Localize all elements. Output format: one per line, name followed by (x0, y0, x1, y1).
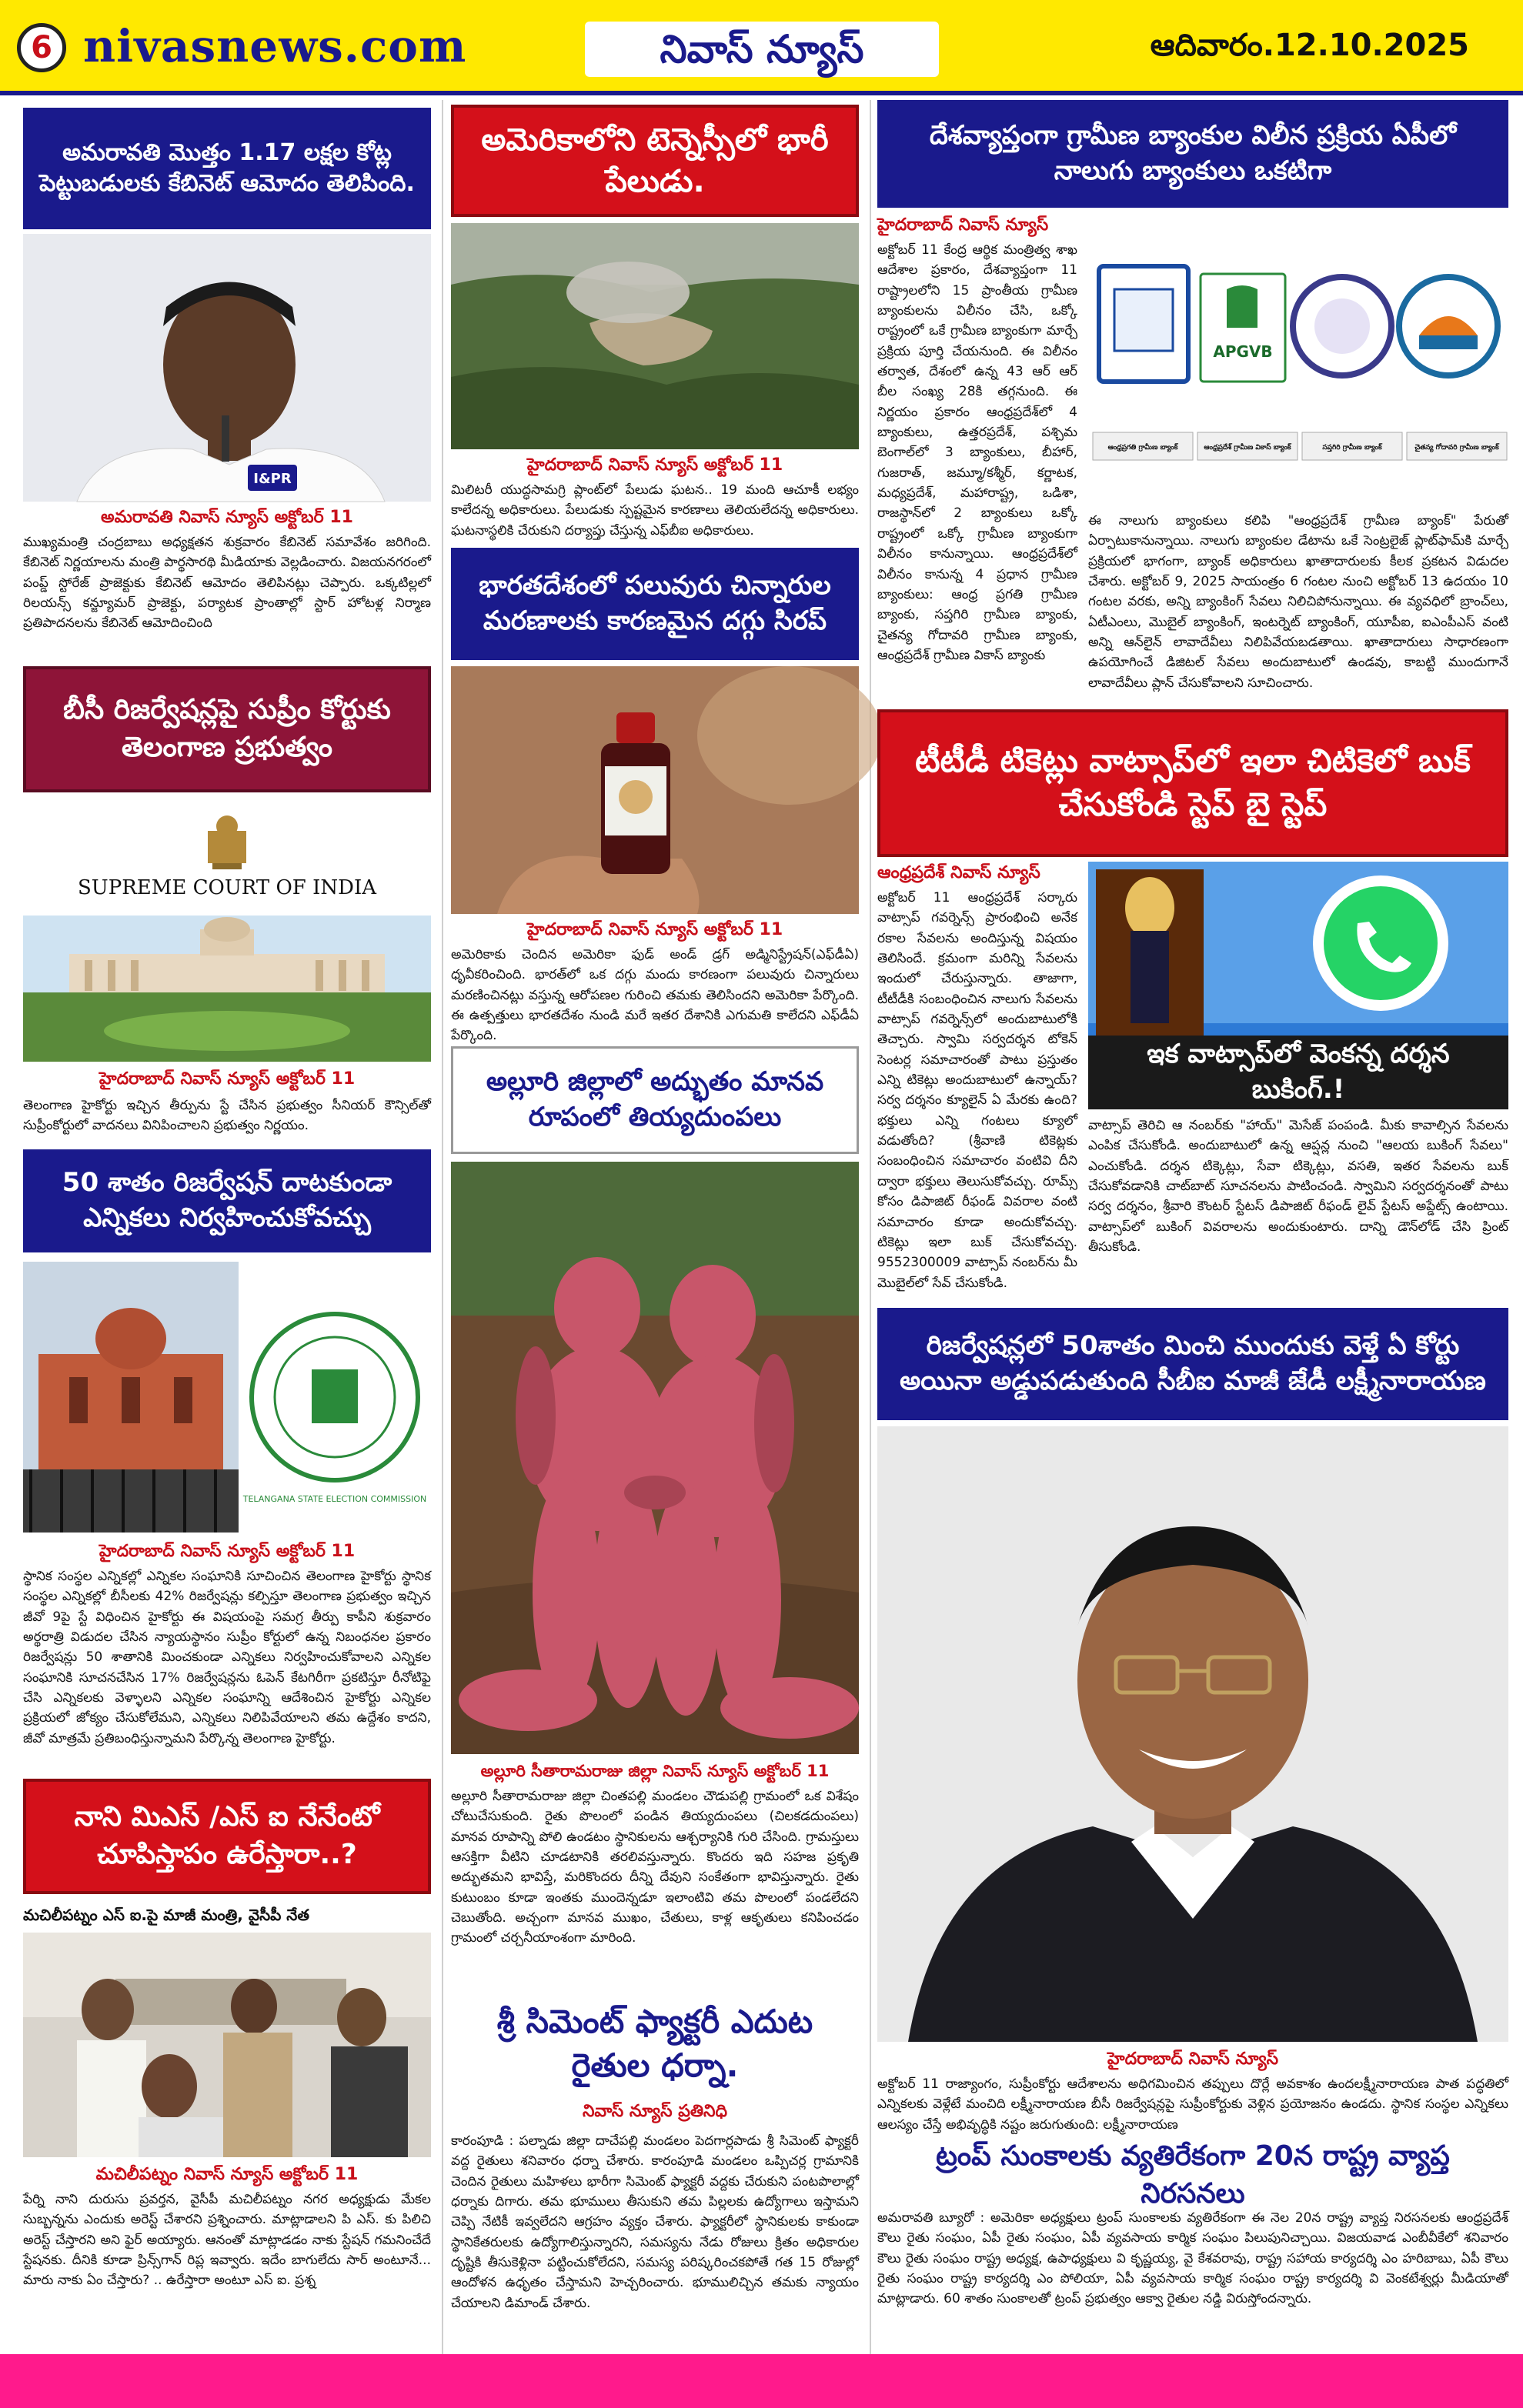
body-c2-left: అక్టోబర్ 11 ఆంధ్రప్రదేశ్ సర్కారు వాట్సాప్ గవర్నెన్స్ ప్రారంభించి అనేక రకాల సేవలను అందిస్తున్న విషయం తెలిసిందే. క్రమంగా మరిన్ని సేవలను ఇందులో చేరుస్తున్నారు. తాజాగా, టీటీడీకి సంబంధించిన నాలుగు సేవలను వాట్సాప్ గవర్నెన్స్‌లో అందుబాటులోకి తెచ్చారు. స్వామి సర్వదర్శన టోకెన్ సెంటర్ల సమాచారంతో పాటు ప్రస్తుతం ఎన్ని టికెట్లు అందుబాటులో ఉన్నాయ్? సర్వ దర్శనం క్యూలైన్ ఏ మేరకు ఉంది? భక్తులు ఎన్ని గంటలు క్యూలో వడుతోంది? (శ్రీవాణి టికెట్లకు సంబంధించిన సమాచారం వంటివి దీని ద్వారా భక్తులు తెలుసుకోవచ్చు. రూమ్స్ కోసం డిపాజిట్ రీఫండ్ వివరాల వంటి సమాచారం కూడా అందుకోవచ్చు. టికెట్లు ఇలా బుక్ చేసుకోవచ్చు. 9552300009 వాట్సాప్ నంబర్‌ను మీ మొబైల్‌లో సేవ్ చేసుకోండి. (877, 890, 1077, 1291)
paper-name: నివాస్ న్యూస్ (585, 22, 939, 77)
page-number: 6 (17, 23, 66, 72)
headline-nani[interactable]: నాని మిఎస్ /ఎస్ ఐ నేనేంటో చూపిస్తాపం ఉరేస్తారా..? (23, 1779, 431, 1894)
headline-50-percent[interactable]: 50 శాతం రిజర్వేషన్ దాటకుండా ఎన్నికలు నిర్వహించుకోవచ్చు (23, 1149, 431, 1252)
body-b4: కారంపూడి : పల్నాడు జిల్లా దాచేపల్లి మండలం పెదగార్లపాడు శ్రీ సిమెంట్ ఫ్యాక్టరీ వద్ద రైతులు శనివారం ధర్నా చేశారు. కారంపూడి మండలం ఒప్పిచర్ల గ్రామానికి చెందిన రైతులు మహిళలు భారీగా సిమెంట్ ఫ్యాక్టరీ వద్దకు చేరుకుని పంటపొలాల్లో ధర్నాకు దిగారు. తమ భూములు తీసుకుని తమ పిల్లలకు ఉద్యోగాలు ఇస్తామని చెప్పి నేటికీ ఇవ్వలేదని ఆగ్రహం వ్యక్తం చేశారు. ఫ్యాక్టరీలో స్థానికులకు కాకుండా స్థానికేతరులకు ఉద్యోగాలిస్తున్నారని, సమస్యను నేడు రోజులు క్రితం అధికారుల దృష్టికి తీసుకెళ్లినా పట్టించుకోలేదని, సమస్య పరిష్కరించకపోతే గత 15 రోజుల్లో ఆందోళన ఉధృతం చేస్తామని హెచ్చరించారు. భూములిచ్చిన తమకు న్యాయం చేయాలని డిమాండ్ చేశారు. (451, 2133, 859, 2311)
bank-name-4: చైతన్య గోదావరి గ్రామీణ బ్యాంక్ (1414, 444, 1499, 452)
photo-syrup-bottle (451, 666, 859, 914)
subhead-a4: మచిలీపట్నం ఎస్ ఐ.పై మాజీ మంత్రి, వైసీపీ నేత (23, 1906, 309, 1924)
body-c3: అక్టోబర్ 11 రాజ్యాంగం, సుప్రీంకోర్టు ఆదేశాలను అధిగమించిన తప్పులు దొర్లే అవకాశం ఉందలక్ష్మీనారాయణ పాత పద్ధతిలో ఎన్నికలకు వెళ్లేటే మంచిది లక్ష్మీనారాయణ బీసీ రిజర్వేషన్లపై సుప్రీంకోర్టుకు వెళ్లిన ప్రయోజనం ఉండదు. స్థానిక సంస్థల ఎన్నికలు ఆలస్యం చేస్తే అభివృద్ధికి నష్టం జరుగుతుంది: లక్ష్మీనారాయణ (877, 2076, 1508, 2133)
photo-lakshminarayana (877, 1426, 1508, 2042)
photo-police-station (23, 1933, 431, 2157)
photo-sweet-potatoes (451, 1162, 859, 1754)
column-divider (442, 100, 443, 2400)
caption-a1: అమరావతి నివాస్ న్యూస్ అక్టోబర్ 11 (101, 508, 353, 527)
caption-a2: హైదరాబాద్ నివాస్ న్యూస్ అక్టోబర్ 11 (99, 1069, 356, 1089)
headline-rural-banks[interactable]: దేశవ్యాప్తంగా గ్రామీణ బ్యాంకుల విలీన ప్రక్రియ ఏపీలో నాలుగు బ్యాంకులు ఒకటిగా (877, 100, 1508, 208)
body-c4: అమరావతి బ్యూరో : అమెరికా అధ్యక్షులు ట్రంప్ సుంకాలకు వ్యతిరేకంగా ఈ నెల 20న రాష్ట్ర వ్యాప్త నిరసనలకు ఆంధ్రప్రదేశ్ కౌలు రైతు సంఘం, ఏపీ రైతు సంఘం, ఏపీ వ్యవసాయ కార్మిక సంఘం పిలుపునిచ్చాయి. విజయవాడ ఎంబీవీకేలో శనివారం కౌలు రైతు సంఘం రాష్ట్ర అధ్యక్ష, ఉపాధ్యక్షులు వి కృష్ణయ్య, వై కేశవరావు, రాష్ట్ర సహాయ కార్యదర్శి ఎం హరిబాబు, ఏపీ కౌలు రైతు సంఘం రాష్ట్ర కార్యదర్శి ఎం పోలియా, ఏపీ వ్యవసాయ కార్మిక సంఘం రాష్ట్ర కార్యదర్శి వి వెంకటేశ్వర్లు మీడియాతో మాట్లాడారు. 60 శాతం సుంకాలతో ట్రంప్ ప్రభుత్వం ఆక్వా రైతుల నడ్డి విరుస్తోందన్నారు. (877, 2210, 1508, 2307)
body-c1-right: ఈ నాలుగు బ్యాంకులు కలిపి "ఆంధ్రప్రదేశ్ గ్రామీణ బ్యాంక్" పేరుతో ఏర్పాటుకానున్నాయి. నాలుగు బ్యాంకుల డేటాను ఒకే సెంట్రలైజ్ ప్లాట్‌ఫామ్‌కి మార్చే ప్రక్రియలో భాగంగా, బ్యాంక్ అధికారులు ఖాతాదారులకు కీలక ప్రకటన విడుదల చేశారు. అక్టోబర్ 9, 2025 సాయంత్రం 6 గంటల నుంచి అక్టోబర్ 13 ఉదయం 10 గంటల వరకు, అన్ని బ్యాంకింగ్ సేవలు నిలిచిపోనున్నాయి. ఈ వ్యవధిలో బ్రాంచ్‌లు, ఏటీఎంలు, మొబైల్ బ్యాంకింగ్, ఇంటర్నెట్ బ్యాంకింగ్, యూపీఐ, ఐఎంపీఎస్ వంటి అన్ని ఆన్‌లైన్ లావాదేవీలు నిలిపివేయబడతాయి. ఖాతాదారులు సాధారణంగా ఉపయోగించే డిజిటల్ సేవలు అందుబాటులో ఉండవు, కాబట్టి ముందుగానే లావాదేవీలు ప్లాన్ చేసుకోవాలని సూచించారు. (1088, 513, 1508, 691)
body-a2: తెలంగాణ హైకోర్టు ఇచ్చిన తీర్పును స్టే చేసిన ప్రభుత్వం సీనియర్ కౌన్సిల్‌తో సుప్రీంకోర్టులో వాదనలు వినిపించాలని ప్రభుత్వం నిర్ణయం. (23, 1098, 431, 1134)
headline-sweet-potato[interactable]: అల్లూరి జిల్లాలో అద్భుతం మానవ రూపంలో తియ్యదుంపలు (451, 1046, 859, 1154)
headline-amaravati-cabinet[interactable]: అమరావతి మొత్తం 1.17 లక్షల కోట్ల పెట్టుబడులకు కేబినెట్ ఆమోదం తెలిపింది. (23, 108, 431, 229)
site-name[interactable]: nivasnews.com (83, 20, 467, 72)
bank-name-1: ఆంధ్రప్రగతి గ్రామీణ బ్యాంక్ (1107, 444, 1178, 452)
caption-c2: ఆంధ్రప్రదేశ్ నివాస్ న్యూస్ (877, 863, 1040, 882)
headline-cement-factory[interactable]: శ్రీ సిమెంట్ ఫ్యాక్టరీ ఎదుట రైతుల ధర్నా. (451, 1994, 859, 2094)
bank-name-2: ఆంధ్రప్రదేశ్ గ్రామీణ వికాస్ బ్యాంక్ (1204, 444, 1291, 452)
photo-high-court (23, 1262, 431, 1533)
headline-lakshminarayana[interactable]: రిజర్వేషన్లలో 50శాతం మించి ముందుకు వెళ్తే ఏ కోర్టు అయినా అడ్డుపడుతుంది సీబీఐ మాజీ జేడీ లక్ష్మీనారాయణ (877, 1308, 1508, 1420)
body-a4: పేర్ని నాని దురుసు ప్రవర్తన, వైసీపీ మచిలీపట్నం నగర అధ్యక్షుడు మేకల సుబ్బన్నను ఎందుకు అరెస్ట్ చేశారని ప్రశ్నించారు. మాట్లాడాలని పి ఎస్. కు పిలిచి అరెస్ట్ చేస్తారని అని ఫైర్ అయ్యారు. ఆనంతో మాట్లాడడం నాకు స్టేషన్ గమనించేదే స్టేషనకు. దీనికి కూడా ప్రిన్స్‌గాన్ రిప్ల ఇవ్వారు. ఇదేం బాగులేదు సార్ అంటూనే... మారు నాకు ఏం చేస్తారు? .. ఉరేస్తారా అంటూ ఎస్ ఐ. ప్రశ్న (23, 2192, 431, 2289)
photo-supreme-court (23, 800, 431, 1062)
masthead (0, 0, 1523, 95)
caption-b3: అల్లూరి సీతారామరాజు జిల్లా నివాస్ న్యూస్ అక్టోబర్ 11 (480, 1762, 830, 1780)
ipr-badge-text: I&PR (253, 471, 292, 487)
headline-ttd-whatsapp[interactable]: టీటీడీ టికెట్లు వాట్సాప్‌లో ఇలా చిటికెలో బుక్ చేసుకోండి స్టెప్ బై స్టెప్ (877, 709, 1508, 857)
headline-cough-syrup[interactable]: భారతదేశంలో పలువురు చిన్నారుల మరణాలకు కారణమైన దగ్గు సిరప్ (451, 548, 859, 660)
apgvb-logo-text: APGVB (1213, 342, 1273, 361)
body-b2: అమెరికాకు చెందిన అమెరికా ఫుడ్ అండ్ డ్రగ్ అడ్మినిస్ట్రేషన్(ఎఫ్‌డీఏ) ధృవీకరించింది. భారత్‌లో ఒక దగ్గు మందు కారణంగా పలువురు చిన్నారులు మరణించినట్లు వస్తున్న ఆరోపణల గురించి తమకు తెలిసిందని అమెరికా పేర్కొంది. ఈ ఉత్పత్తులు భారతదేశం నుండి మరే ఇతర దేశానికి ఎగుమతి కాలేదని ఎఫ్‌డీఏ పేర్కొంది. (451, 947, 859, 1044)
body-b1: మిలిటరీ యుద్ధసామగ్రి ప్లాంట్‌లో పేలుడు ఘటన.. 19 మంది ఆచూకీ లభ్యం కాలేదన్న అధికారులు. పేలుడుకు స్పష్టమైన కారణాలు తెలియలేదన్న అధికారులు. ఘటనాస్థలికి చేరుకుని దర్యాప్తు చేస్తున్న ఎఫ్‌బీఐ అధికారులు. (451, 482, 859, 539)
whatsapp-banner-text: ఇక వాట్సాప్‌లో వెంకన్న దర్శన బుకింగ్.! (1088, 1036, 1508, 1109)
photo-minister (23, 234, 431, 502)
photo-explosion (451, 223, 859, 449)
body-c1-left: అక్టోబర్ 11 కేంద్ర ఆర్థిక మంత్రిత్వ శాఖ ఆదేశాల ప్రకారం, దేశవ్యాప్తంగా 11 రాష్ట్రాలలోని 15 ప్రాంతీయ గ్రామీణ బ్యాంకులను విలీనం చేసి, ఒక్కో రాష్ట్రంలో ఒకే గ్రామీణ బ్యాంకుగా మార్చే ప్రక్రియ పూర్తి చేయనుంది. ఈ విలీనం తర్వాత, దేశంలో ఉన్న 43 ఆర్ ఆర్ బీల సంఖ్య 28కి తగ్గనుంది. ఈ నిర్ణయం ప్రకారం ఆంధ్రప్రదేశ్‌లో 4 బ్యాంకులు, ఉత్తరప్రదేశ్, పశ్చిమ బెంగాల్‌లో 3 బ్యాంకులు, బీహార్, గుజరాత్, జమ్మూ/కశ్మీర్, కర్ణాటక, మధ్యప్రదేశ్, మహారాష్ట్ర, ఒడిశా, రాజస్థాన్‌లో 2 బ్యాంకులు ఒక్కో రాష్ట్రంలో ఒక్కో గ్రామీణ బ్యాంకుగా విలీనం కానున్నాయి. ఆంధ్రప్రదేశ్‌లో విలీనం కానున్న 4 ప్రధాన గ్రామీణ బ్యాంకులు: ఆంధ్ర ప్రగతి గ్రామీణ బ్యాంకు, సప్తగిరి గ్రామీణ బ్యాంకు, చైతన్య గోదావరి గ్రామీణ బ్యాంకు, ఆంధ్రప్రదేశ్ గ్రామీణ వికాస్ బ్యాంకు (877, 242, 1077, 663)
caption-a4: మచిలీపట్నం నివాస్ న్యూస్ అక్టోబర్ 11 (95, 2165, 359, 2184)
caption-c1: హైదరాబాద్ నివాస్ న్యూస్ (877, 215, 1049, 235)
body-c2-right: వాట్సాప్ తెరిచి ఆ నంబర్‌కు "హాయ్" మెసేజ్ పంపండి. మీకు కావాల్సిన సేవలను ఎంపిక చేసుకోండి. అందుబాటులో ఉన్న ఆప్షన్ల నుంచి "ఆలయ బుకింగ్ సేవలు" ఎంచుకోండి. దర్శన టిక్కెట్లు, సేవా టిక్కెట్లు, వసతి, ఇతర సేవలను బుక్ చేసుకోవడానికి చాట్‌బాట్ సూచనలను పాటించండి. స్వామిని సర్వదర్శనంతో పాటు సర్వ దర్శనం, శ్రీవారి కౌంటర్ స్టేటస్ డిపాజిట్ రీఫండ్ లైవ్ స్టేటస్ అప్డేట్స్ ఉంటాయి. వాట్సాప్‌లో బుకింగ్ వివరాలను అందుకుంటారు. దాన్ని డౌన్‌లోడ్ చేసి ప్రింట్ తీసుకోండి. (1088, 1118, 1508, 1256)
bank-name-3: సప్తగిరి గ్రామీణ బ్యాంక్ (1322, 444, 1382, 452)
footer-bar (0, 2354, 1523, 2408)
photo-bank-logos (1088, 220, 1508, 505)
headline-bc-reservations[interactable]: బీసీ రిజర్వేషన్లపై సుప్రీం కోర్టుకు తెలంగాణ ప్రభుత్వం (23, 666, 431, 792)
byline-b4: నివాస్ న్యూస్ ప్రతినిధి (582, 2102, 728, 2121)
sc-label: SUPREME COURT OF INDIA (77, 876, 377, 899)
body-a1: ముఖ్యమంత్రి చంద్రబాబు అధ్యక్షతన శుక్రవారం కేబినెట్ సమావేశం జరిగింది. కేబినెట్ నిర్ణయాలను మంత్రి పార్థసారథి మీడియాకు వెల్లడించారు. విజయనగరంలో పంప్డ్ స్టోరేజ్ ప్రాజెక్టుకు కేబినెట్ ఆమోదం తెలిపినట్లు చెప్పారు. ఒక్కటిల్లలో రిలయన్స్ కన్జ్యూమర్ ప్రాజెక్టు, పర్యాటక ప్రాంతాల్లో స్టార్ హోటళ్ల నిర్మాణ ప్రతిపాదనలను కేబినెట్ ఆమోదించింది (23, 535, 431, 632)
dateline: ఆదివారం.12.10.2025 (1150, 28, 1469, 63)
caption-a3: హైదరాబాద్ నివాస్ న్యూస్ అక్టోబర్ 11 (99, 1542, 356, 1561)
caption-b2: హైదరాబాద్ నివాస్ న్యూస్ అక్టోబర్ 11 (526, 920, 783, 939)
caption-b1: హైదరాబాద్ నివాస్ న్యూస్ అక్టోబర్ 11 (526, 455, 783, 475)
election-commission-label: TELANGANA STATE ELECTION COMMISSION (242, 1494, 427, 1504)
body-a3: స్థానిక సంస్థల ఎన్నికల్లో ఎన్నికల సంఘానికి సూచించిన తెలంగాణ హైకోర్టు స్థానిక సంస్థల ఎన్నికల్లో బీసీలకు 42% రిజర్వేషన్లు కల్పిస్తూ తెలంగాణ ప్రభుత్వం ఇచ్చిన జీవో 9పై స్టే విధించిన హైకోర్టు ఈ విషయంపై సమగ్ర తీర్పు కాపీని శుక్రవారం అర్థరాత్రి విడుదల చేసిన న్యాయస్థానం సుప్రీం కోర్టులో ఉన్న నిబంధనల ప్రకారం రిజర్వేషన్లు 50 శాతానికి మించకుండా ఎన్నికలు నిర్వహించుకోవాలని ఎన్నికల సంఘానికి సూచనచేసిన 17% రిజర్వేషన్లను ఓపెన్ కేటగిరీగా ప్రకటిస్తూ రీనోటిఫై చేసి ఎన్నికలకు వెళ్ళాలని ఎన్నికల సంఘాన్ని ఆదేశించిన హైకోర్టు ఎన్నికల ప్రక్రియలో జోక్యం చేసుకోలేమని, ఎన్నికలు నిలిపివేయాలని తమ ఉద్దేశం కాదని, జీవో మాత్రమే ప్రతిబంధిస్తున్నామని పేర్కొన్న తెలంగాణ హైకోర్టు. (23, 1569, 431, 1746)
body-b3: అల్లూరి సీతారామరాజు జిల్లా చింతపల్లి మండలం చౌడుపల్లి గ్రామంలో ఒక విశేషం చోటుచేసుకుంది. రైతు పొలంలో పండిన తియ్యదుంపలు (చిలకడదుంపలు) మానవ రూపాన్ని పోలి ఉండటం స్థానికులను ఆశ్చర్యానికి గురి చేసింది. గ్రామస్తులు ఆసక్తిగా వీటిని చూడటానికి తరలివస్తున్నారు. కొందరు ఇది సహజ ప్రకృతి అద్భుతమని భావిస్తే, మరికొందరు దీన్ని దేవుని సంకేతంగా భావిస్తున్నారు. రైతు కుటుంబం కూడా ఇంతకు ముందెన్నడూ ఇలాంటివి తమ పొలంలో పండలేదని చెబుతోంది. అచ్చంగా మానవ ముఖం, చేతులు, కాళ్ల ఆకృతులు కనిపించడం గ్రామంలో చర్చనీయాంశంగా మారింది. (451, 1789, 859, 1946)
headline-tennessee[interactable]: అమెరికాలోని టెన్నెస్సీలో భారీ పేలుడు. (451, 105, 859, 217)
caption-c3: హైదరాబాద్ నివాస్ న్యూస్ (1107, 2049, 1279, 2069)
column-divider (870, 100, 871, 2400)
headline-trump-tariffs[interactable]: ట్రంప్ సుంకాలకు వ్యతిరేకంగా 20న రాష్ట్ర వ్యాప్త నిరసనలు (877, 2151, 1508, 2200)
